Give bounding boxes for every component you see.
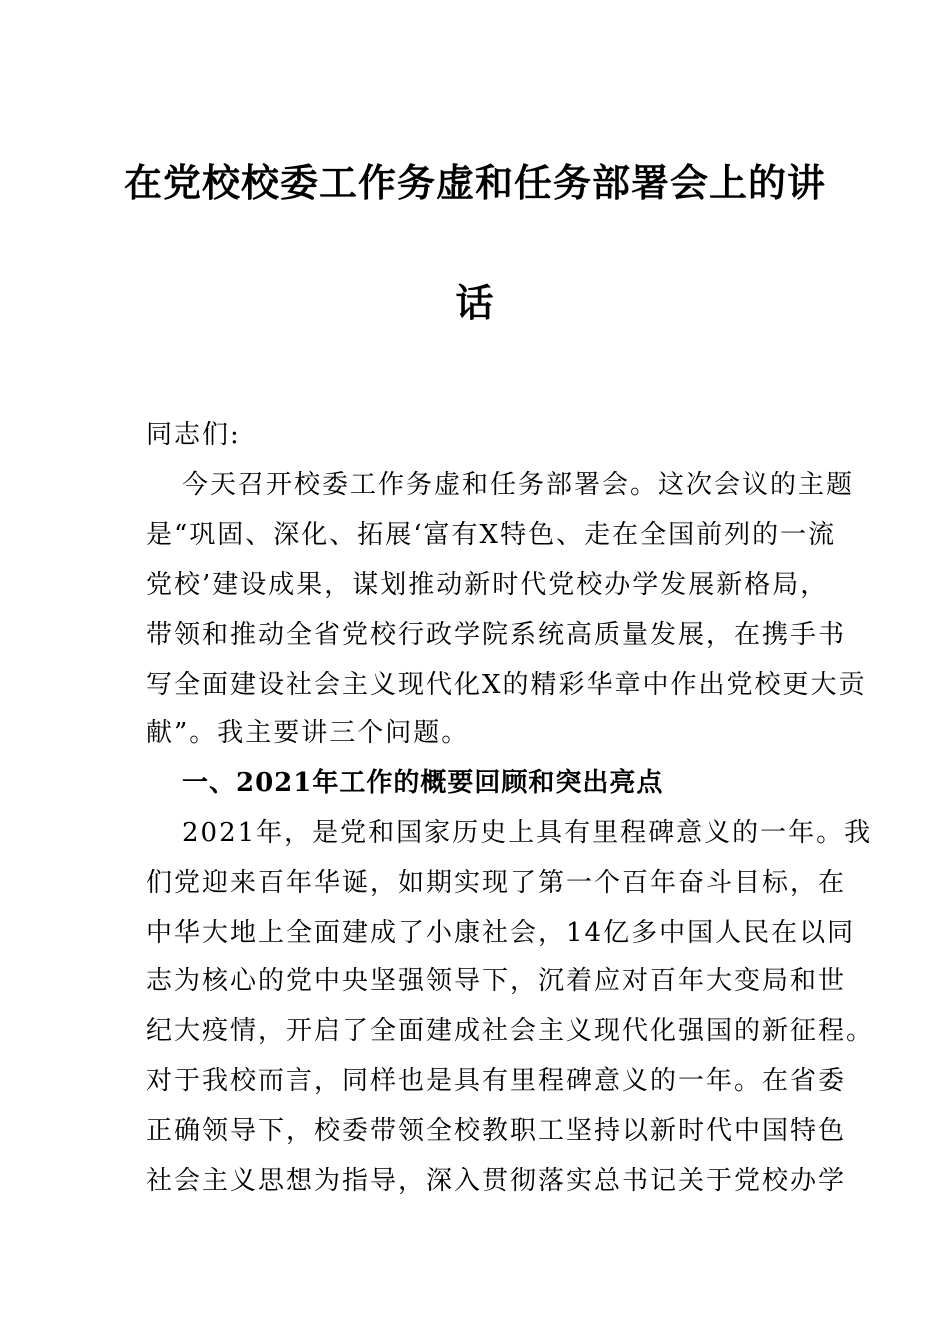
section-heading-1: 一、2021年工作的概要回顾和突出亮点 — [182, 768, 664, 798]
paragraph-2-line-5: 纪大疫情，开启了全面建成社会主义现代化强国的新征程。 — [146, 1016, 875, 1046]
paragraph-2-line-3: 中华大地上全面建成了小康社会，14亿多中国人民在以同 — [146, 918, 856, 948]
document-title-line-1: 在党校校委工作务虚和任务部署会上的讲 — [123, 160, 826, 205]
paragraph-2-line-1: 2021年，是党和国家历史上具有里程碑意义的一年。我 — [182, 818, 873, 848]
paragraph-1-line-2: 是“巩固、深化、拓展‘富有X特色、走在全国前列的一流 — [146, 520, 837, 550]
paragraph-1-line-1: 今天召开校委工作务虚和任务部署会。这次会议的主题 — [182, 470, 855, 500]
paragraph-2-line-4: 志为核心的党中央坚强领导下，沉着应对百年大变局和世 — [146, 966, 847, 996]
paragraph-1-line-3: 党校’建设成果，谋划推动新时代党校办学发展新格局， — [146, 570, 829, 600]
paragraph-2-line-2: 们党迎来百年华诞，如期实现了第一个百年奋斗目标，在 — [146, 868, 847, 898]
paragraph-2-line-7: 正确领导下，校委带领全校教职工坚持以新时代中国特色 — [146, 1116, 847, 1146]
paragraph-2-line-8: 社会主义思想为指导，深入贯彻落实总书记关于党校办学 — [146, 1166, 847, 1196]
salutation: 同志们: — [146, 420, 241, 450]
paragraph-1-line-4: 带领和推动全省党校行政学院系统高质量发展，在携手书 — [146, 620, 847, 650]
paragraph-1-line-5: 写全面建设社会主义现代化X的精彩华章中作出党校更大贡 — [146, 670, 867, 700]
paragraph-1-line-6: 献”。我主要讲三个问题。 — [146, 718, 470, 748]
paragraph-2-line-6: 对于我校而言，同样也是具有里程碑意义的一年。在省委 — [146, 1066, 847, 1096]
document-title-line-2: 话 — [455, 280, 495, 325]
